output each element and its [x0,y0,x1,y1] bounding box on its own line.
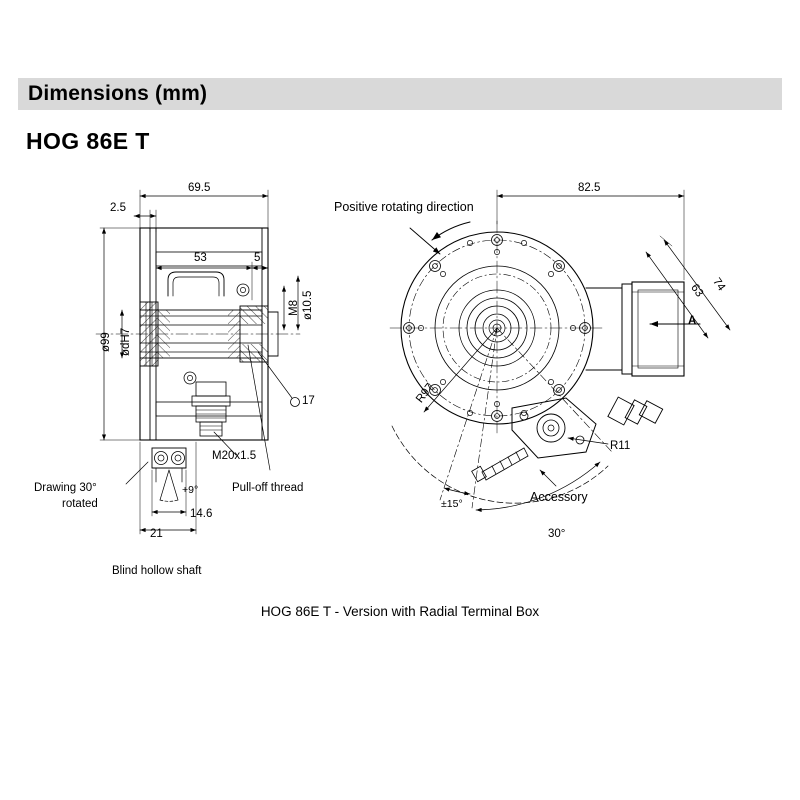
label-blind-hollow-shaft: Blind hollow shaft [112,565,202,577]
dim-30-deg: 30° [548,528,566,540]
dim-diameter-dh7: ødH7 [120,327,132,356]
model-title: HOG 86E T [26,128,150,154]
dim-63: 63 [688,282,706,300]
dim-plus-minus-15-deg: ±15° [441,498,463,510]
dim-5: 5 [254,252,261,264]
dim-17: 17 [302,395,315,407]
dim-m8: M8 [288,300,300,316]
dim-2-5: 2.5 [110,202,126,214]
figure-caption: HOG 86E T - Version with Radial Terminal Box [260,604,540,619]
dim-r11: R11 [610,440,631,452]
dim-r97: R97 [414,381,437,406]
dim-21: 21 [150,528,163,540]
dim-53: 53 [194,252,207,264]
label-drawing-rotated-line1: Drawing 30° [34,482,97,494]
dim-diameter-99: ø99 [100,332,112,352]
label-positive-rotating-direction: Positive rotating direction [334,200,474,214]
dim-69-5: 69.5 [188,182,211,194]
dim-m20x1-5: M20x1.5 [212,450,257,462]
dim-diameter-10-5: ø10.5 [302,290,314,320]
label-pull-off-thread: Pull-off thread [232,482,304,494]
dim-plus-9-deg: +9° [182,484,199,496]
label-drawing-rotated-line2: rotated [62,498,98,510]
dim-82-5: 82.5 [578,182,601,194]
page-title: Dimensions (mm) [28,82,208,105]
dim-74: 74 [710,276,728,294]
label-accessory: Accessory [530,490,588,504]
view-arrow-a-label: A [688,315,697,327]
dim-14-6: 14.6 [190,508,213,520]
